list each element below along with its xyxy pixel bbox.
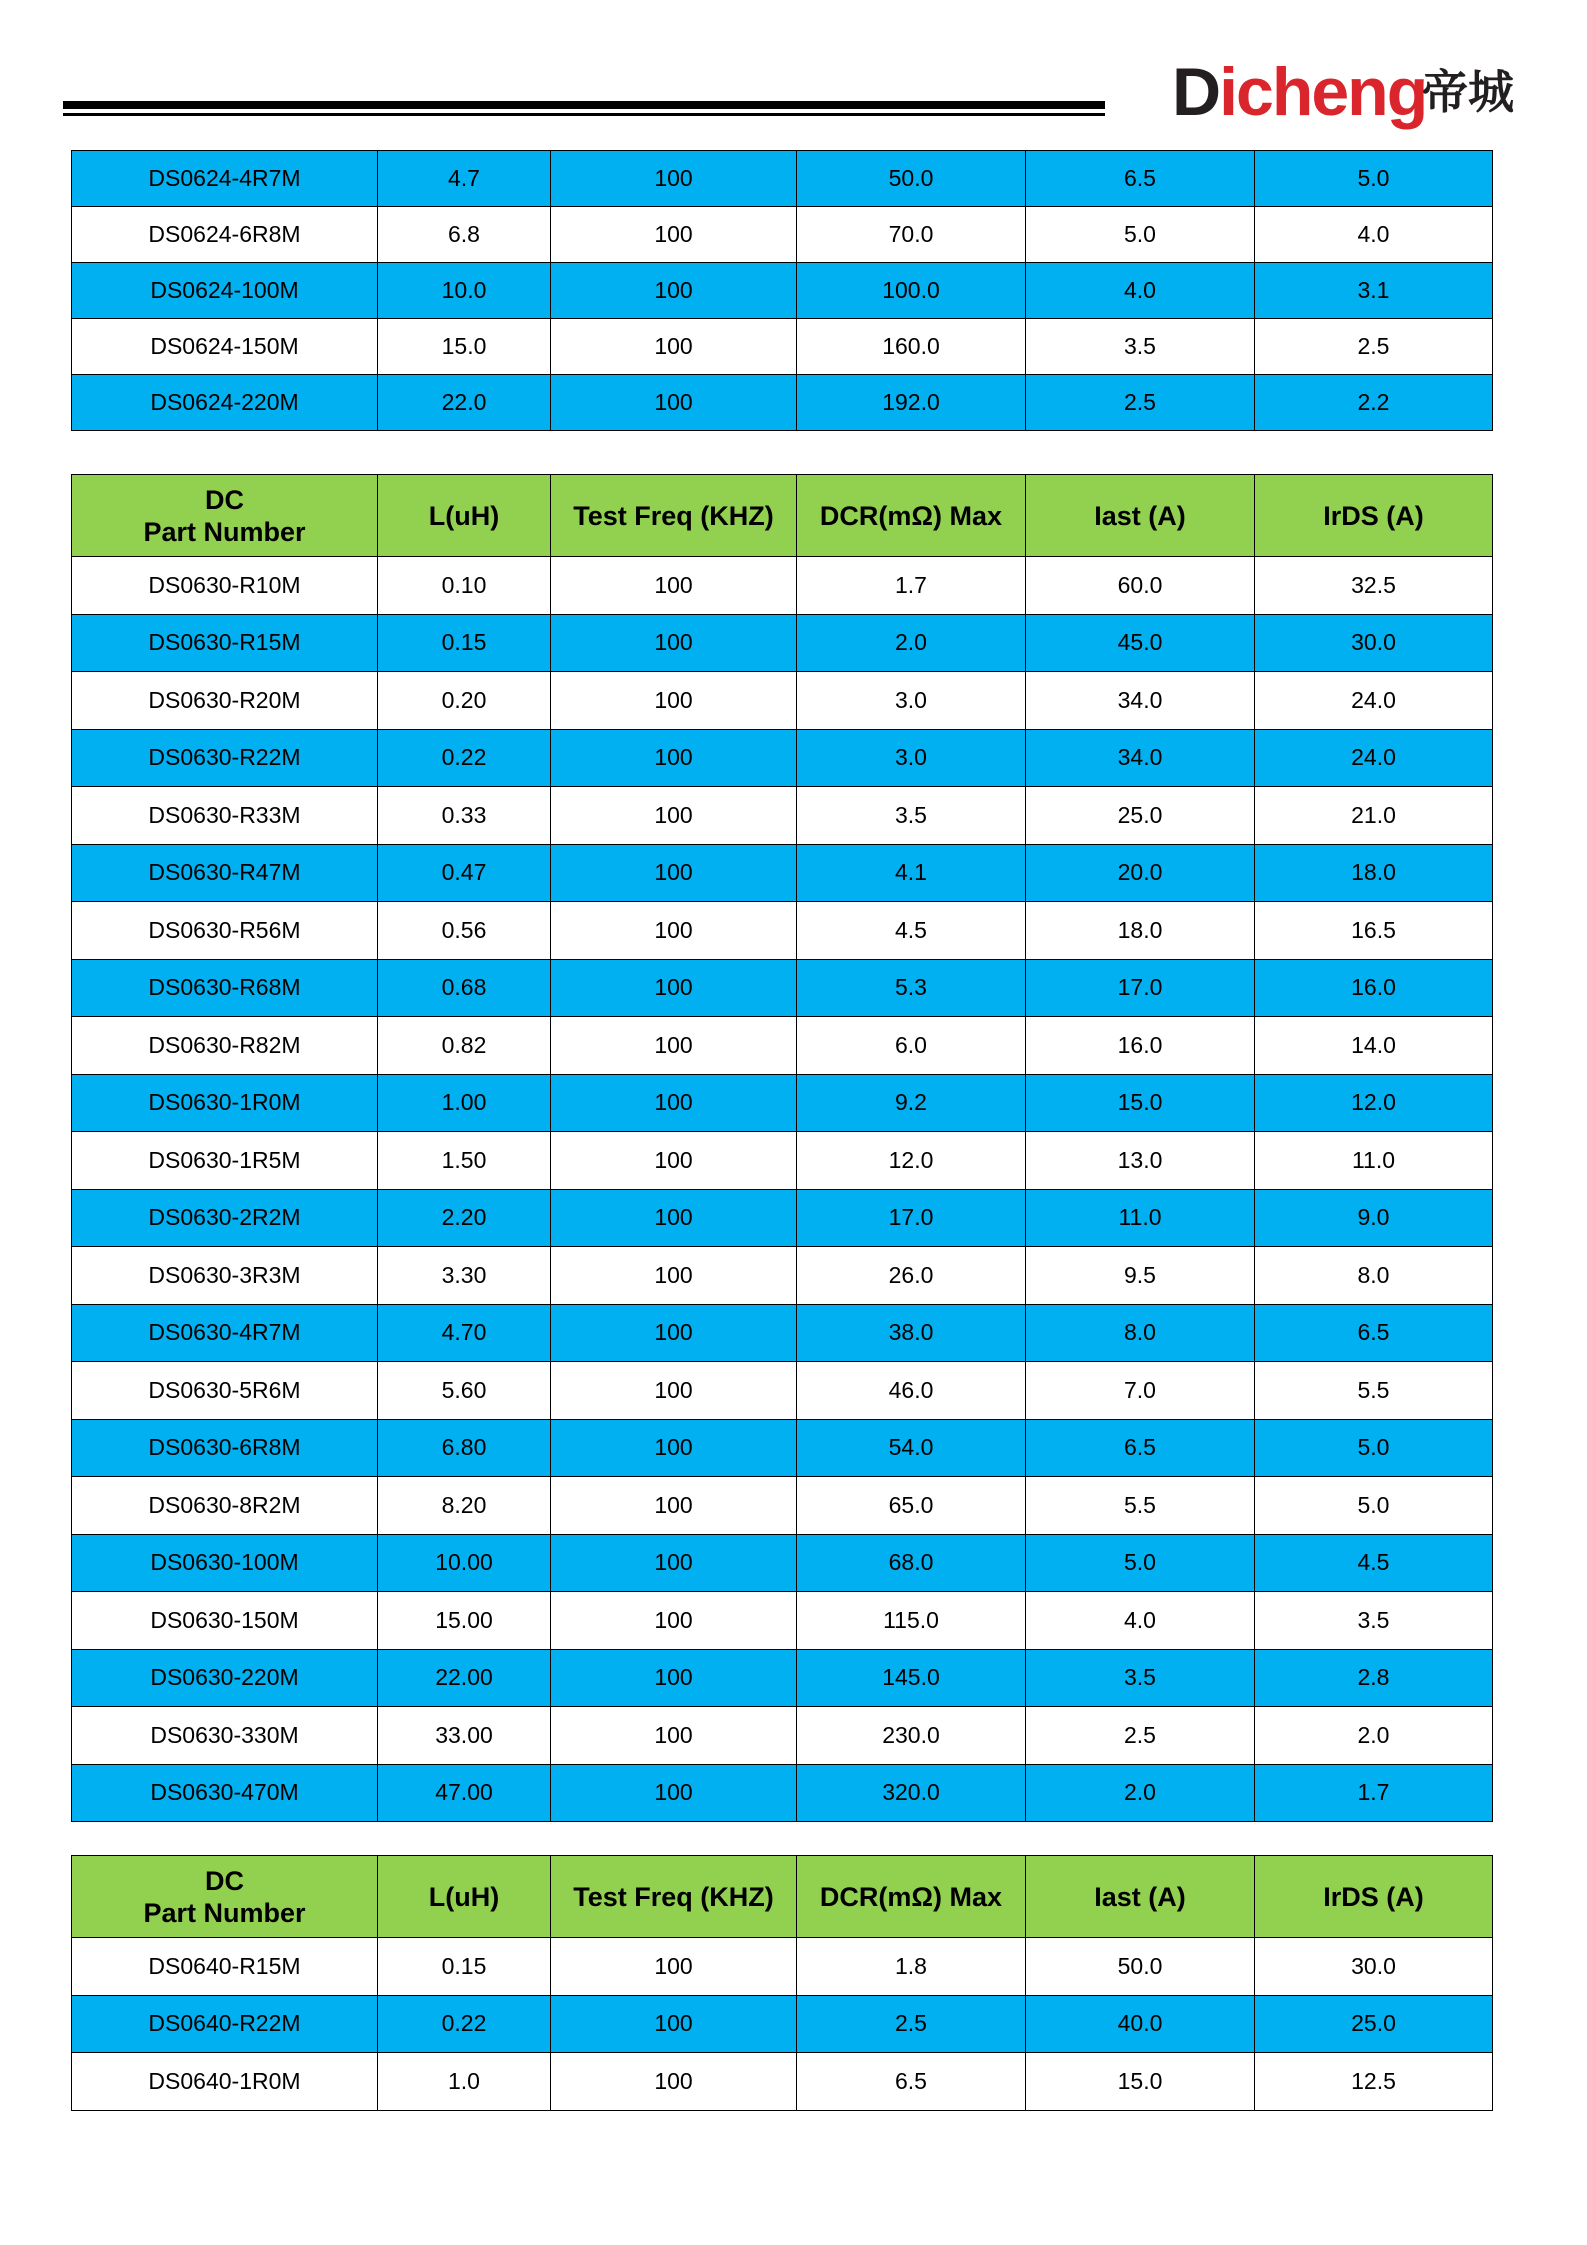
irds-cell: 4.5 xyxy=(1255,1534,1493,1592)
iast-cell: 18.0 xyxy=(1026,902,1255,960)
header-part-number: DC Part Number xyxy=(72,475,378,557)
inductance-cell: 6.8 xyxy=(378,207,551,263)
iast-cell: 5.0 xyxy=(1026,1534,1255,1592)
iast-cell: 4.0 xyxy=(1026,263,1255,319)
test-freq-cell: 100 xyxy=(551,1938,797,1996)
part-number-cell: DS0630-1R5M xyxy=(72,1132,378,1190)
test-freq-cell: 100 xyxy=(551,263,797,319)
test-freq-cell: 100 xyxy=(551,672,797,730)
iast-cell: 3.5 xyxy=(1026,1649,1255,1707)
test-freq-cell: 100 xyxy=(551,1362,797,1420)
part-number-cell: DS0630-150M xyxy=(72,1592,378,1650)
dcr-cell: 3.0 xyxy=(797,672,1026,730)
inductance-cell: 8.20 xyxy=(378,1477,551,1535)
test-freq-cell: 100 xyxy=(551,1649,797,1707)
iast-cell: 6.5 xyxy=(1026,151,1255,207)
header-rule-thin xyxy=(63,113,1105,116)
inductance-cell: 0.82 xyxy=(378,1017,551,1075)
inductance-cell: 5.60 xyxy=(378,1362,551,1420)
dcr-cell: 38.0 xyxy=(797,1304,1026,1362)
iast-cell: 20.0 xyxy=(1026,844,1255,902)
table-row xyxy=(72,1764,1493,1822)
table-row xyxy=(72,1132,1493,1190)
irds-cell: 3.1 xyxy=(1255,263,1493,319)
dicheng-logo xyxy=(1172,52,1530,132)
test-freq-cell: 100 xyxy=(551,375,797,431)
inductance-cell: 10.00 xyxy=(378,1534,551,1592)
inductance-cell: 4.70 xyxy=(378,1304,551,1362)
part-number-cell: DS0630-R15M xyxy=(72,614,378,672)
test-freq-cell: 100 xyxy=(551,1477,797,1535)
irds-cell: 24.0 xyxy=(1255,672,1493,730)
irds-cell: 6.5 xyxy=(1255,1304,1493,1362)
table-header-row xyxy=(72,475,1493,557)
part-number-cell: DS0640-R22M xyxy=(72,1995,378,2053)
dcr-cell: 26.0 xyxy=(797,1247,1026,1305)
test-freq-cell: 100 xyxy=(551,1247,797,1305)
iast-cell: 3.5 xyxy=(1026,319,1255,375)
table-row xyxy=(72,319,1493,375)
table-row xyxy=(72,844,1493,902)
part-number-cell: DS0630-470M xyxy=(72,1764,378,1822)
irds-cell: 3.5 xyxy=(1255,1592,1493,1650)
irds-cell: 12.0 xyxy=(1255,1074,1493,1132)
part-number-cell: DS0640-1R0M xyxy=(72,2053,378,2111)
dcr-cell: 3.5 xyxy=(797,787,1026,845)
part-number-cell: DS0624-100M xyxy=(72,263,378,319)
inductance-cell: 4.7 xyxy=(378,151,551,207)
table-row xyxy=(72,729,1493,787)
dcr-cell: 2.0 xyxy=(797,614,1026,672)
test-freq-cell: 100 xyxy=(551,1304,797,1362)
header-part-number: DC Part Number xyxy=(72,1856,378,1938)
part-number-cell: DS0630-2R2M xyxy=(72,1189,378,1247)
iast-cell: 6.5 xyxy=(1026,1419,1255,1477)
inductance-cell: 0.22 xyxy=(378,729,551,787)
dcr-cell: 3.0 xyxy=(797,729,1026,787)
part-number-cell: DS0630-220M xyxy=(72,1649,378,1707)
inductance-cell: 0.15 xyxy=(378,614,551,672)
table-header-row xyxy=(72,1856,1493,1938)
test-freq-cell: 100 xyxy=(551,1995,797,2053)
test-freq-cell: 100 xyxy=(551,729,797,787)
iast-cell: 25.0 xyxy=(1026,787,1255,845)
header-irds: IrDS (A) xyxy=(1255,475,1493,557)
inductance-cell: 0.20 xyxy=(378,672,551,730)
table-row xyxy=(72,1534,1493,1592)
iast-cell: 45.0 xyxy=(1026,614,1255,672)
irds-cell: 4.0 xyxy=(1255,207,1493,263)
dcr-cell: 100.0 xyxy=(797,263,1026,319)
table-row xyxy=(72,1995,1493,2053)
header-test-freq: Test Freq (KHZ) xyxy=(551,475,797,557)
iast-cell: 5.5 xyxy=(1026,1477,1255,1535)
part-number-cell: DS0630-R47M xyxy=(72,844,378,902)
table-row xyxy=(72,1419,1493,1477)
inductance-cell: 0.56 xyxy=(378,902,551,960)
dcr-cell: 12.0 xyxy=(797,1132,1026,1190)
table-row xyxy=(72,1074,1493,1132)
logo-wordmark xyxy=(1172,52,1426,132)
iast-cell: 16.0 xyxy=(1026,1017,1255,1075)
part-number-cell: DS0630-3R3M xyxy=(72,1247,378,1305)
table-row xyxy=(72,902,1493,960)
inductance-cell: 1.0 xyxy=(378,2053,551,2111)
irds-cell: 14.0 xyxy=(1255,1017,1493,1075)
inductance-cell: 15.00 xyxy=(378,1592,551,1650)
part-number-cell: DS0630-330M xyxy=(72,1707,378,1765)
inductance-cell: 6.80 xyxy=(378,1419,551,1477)
test-freq-cell: 100 xyxy=(551,1592,797,1650)
irds-cell: 21.0 xyxy=(1255,787,1493,845)
table-row xyxy=(72,2053,1493,2111)
table-row xyxy=(72,207,1493,263)
table-row xyxy=(72,1247,1493,1305)
logo-letter-d: D xyxy=(1172,54,1220,130)
irds-cell: 2.8 xyxy=(1255,1649,1493,1707)
table-row xyxy=(72,1592,1493,1650)
spec-table-ds0630 xyxy=(71,474,1493,1822)
irds-cell: 16.0 xyxy=(1255,959,1493,1017)
table-row xyxy=(72,1304,1493,1362)
part-number-cell: DS0624-6R8M xyxy=(72,207,378,263)
table-row xyxy=(72,1362,1493,1420)
irds-cell: 12.5 xyxy=(1255,2053,1493,2111)
table-row xyxy=(72,1189,1493,1247)
table-body xyxy=(72,557,1493,1822)
irds-cell: 11.0 xyxy=(1255,1132,1493,1190)
table-row xyxy=(72,787,1493,845)
part-number-cell: DS0640-R15M xyxy=(72,1938,378,1996)
test-freq-cell: 100 xyxy=(551,319,797,375)
irds-cell: 2.2 xyxy=(1255,375,1493,431)
part-number-cell: DS0630-6R8M xyxy=(72,1419,378,1477)
inductance-cell: 1.00 xyxy=(378,1074,551,1132)
iast-cell: 60.0 xyxy=(1026,557,1255,615)
irds-cell: 18.0 xyxy=(1255,844,1493,902)
iast-cell: 5.0 xyxy=(1026,207,1255,263)
iast-cell: 2.5 xyxy=(1026,375,1255,431)
iast-cell: 2.0 xyxy=(1026,1764,1255,1822)
test-freq-cell: 100 xyxy=(551,557,797,615)
test-freq-cell: 100 xyxy=(551,1707,797,1765)
part-number-cell: DS0630-R56M xyxy=(72,902,378,960)
header-dcr-max: DCR(mΩ) Max xyxy=(797,475,1026,557)
inductance-cell: 10.0 xyxy=(378,263,551,319)
part-number-cell: DS0630-R33M xyxy=(72,787,378,845)
test-freq-cell: 100 xyxy=(551,1419,797,1477)
table-row xyxy=(72,1017,1493,1075)
test-freq-cell: 100 xyxy=(551,1132,797,1190)
inductance-cell: 22.00 xyxy=(378,1649,551,1707)
iast-cell: 34.0 xyxy=(1026,672,1255,730)
part-number-cell: DS0624-150M xyxy=(72,319,378,375)
irds-cell: 24.0 xyxy=(1255,729,1493,787)
header-test-freq: Test Freq (KHZ) xyxy=(551,1856,797,1938)
iast-cell: 34.0 xyxy=(1026,729,1255,787)
inductance-cell: 0.10 xyxy=(378,557,551,615)
inductance-cell: 0.68 xyxy=(378,959,551,1017)
table-row xyxy=(72,1938,1493,1996)
irds-cell: 5.5 xyxy=(1255,1362,1493,1420)
dcr-cell: 230.0 xyxy=(797,1707,1026,1765)
test-freq-cell: 100 xyxy=(551,151,797,207)
table-row xyxy=(72,1477,1493,1535)
test-freq-cell: 100 xyxy=(551,1764,797,1822)
table-row xyxy=(72,1707,1493,1765)
dcr-cell: 1.8 xyxy=(797,1938,1026,1996)
test-freq-cell: 100 xyxy=(551,1189,797,1247)
dcr-cell: 145.0 xyxy=(797,1649,1026,1707)
table-row xyxy=(72,375,1493,431)
part-number-cell: DS0630-R10M xyxy=(72,557,378,615)
irds-cell: 9.0 xyxy=(1255,1189,1493,1247)
irds-cell: 2.0 xyxy=(1255,1707,1493,1765)
test-freq-cell: 100 xyxy=(551,207,797,263)
iast-cell: 40.0 xyxy=(1026,1995,1255,2053)
irds-cell: 30.0 xyxy=(1255,614,1493,672)
irds-cell: 1.7 xyxy=(1255,1764,1493,1822)
test-freq-cell: 100 xyxy=(551,902,797,960)
table-row xyxy=(72,263,1493,319)
dcr-cell: 160.0 xyxy=(797,319,1026,375)
inductance-cell: 0.15 xyxy=(378,1938,551,1996)
dcr-cell: 4.1 xyxy=(797,844,1026,902)
irds-cell: 5.0 xyxy=(1255,1419,1493,1477)
inductance-cell: 22.0 xyxy=(378,375,551,431)
part-number-cell: DS0630-5R6M xyxy=(72,1362,378,1420)
header-dcr-max: DCR(mΩ) Max xyxy=(797,1856,1026,1938)
part-number-cell: DS0630-4R7M xyxy=(72,1304,378,1362)
dcr-cell: 9.2 xyxy=(797,1074,1026,1132)
irds-cell: 2.5 xyxy=(1255,319,1493,375)
iast-cell: 7.0 xyxy=(1026,1362,1255,1420)
irds-cell: 5.0 xyxy=(1255,1477,1493,1535)
irds-cell: 25.0 xyxy=(1255,1995,1493,2053)
inductance-cell: 3.30 xyxy=(378,1247,551,1305)
iast-cell: 13.0 xyxy=(1026,1132,1255,1190)
inductance-cell: 0.47 xyxy=(378,844,551,902)
logo-chinese-name: 帝城 xyxy=(1422,65,1514,119)
test-freq-cell: 100 xyxy=(551,1534,797,1592)
table-row xyxy=(72,151,1493,207)
table-body xyxy=(72,1938,1493,2111)
dcr-cell: 320.0 xyxy=(797,1764,1026,1822)
inductance-cell: 0.33 xyxy=(378,787,551,845)
dcr-cell: 1.7 xyxy=(797,557,1026,615)
dcr-cell: 192.0 xyxy=(797,375,1026,431)
table-row xyxy=(72,672,1493,730)
test-freq-cell: 100 xyxy=(551,1017,797,1075)
part-number-cell: DS0630-R22M xyxy=(72,729,378,787)
inductance-cell: 0.22 xyxy=(378,1995,551,2053)
spec-table-ds0640 xyxy=(71,1855,1493,2111)
iast-cell: 15.0 xyxy=(1026,1074,1255,1132)
dcr-cell: 68.0 xyxy=(797,1534,1026,1592)
table-row xyxy=(72,614,1493,672)
dcr-cell: 17.0 xyxy=(797,1189,1026,1247)
iast-cell: 9.5 xyxy=(1026,1247,1255,1305)
part-number-cell: DS0630-1R0M xyxy=(72,1074,378,1132)
irds-cell: 5.0 xyxy=(1255,151,1493,207)
dcr-cell: 4.5 xyxy=(797,902,1026,960)
part-number-cell: DS0630-100M xyxy=(72,1534,378,1592)
dcr-cell: 70.0 xyxy=(797,207,1026,263)
iast-cell: 8.0 xyxy=(1026,1304,1255,1362)
header-rule-thick xyxy=(63,101,1105,109)
inductance-cell: 1.50 xyxy=(378,1132,551,1190)
iast-cell: 15.0 xyxy=(1026,2053,1255,2111)
test-freq-cell: 100 xyxy=(551,844,797,902)
part-number-cell: DS0630-R20M xyxy=(72,672,378,730)
part-number-cell: DS0630-8R2M xyxy=(72,1477,378,1535)
dcr-cell: 65.0 xyxy=(797,1477,1026,1535)
dcr-cell: 54.0 xyxy=(797,1419,1026,1477)
part-number-cell: DS0624-220M xyxy=(72,375,378,431)
dcr-cell: 2.5 xyxy=(797,1995,1026,2053)
inductance-cell: 15.0 xyxy=(378,319,551,375)
part-number-cell: DS0624-4R7M xyxy=(72,151,378,207)
dcr-cell: 115.0 xyxy=(797,1592,1026,1650)
part-number-cell: DS0630-R68M xyxy=(72,959,378,1017)
inductance-cell: 2.20 xyxy=(378,1189,551,1247)
iast-cell: 17.0 xyxy=(1026,959,1255,1017)
spec-table-ds0624 xyxy=(71,150,1493,431)
test-freq-cell: 100 xyxy=(551,787,797,845)
dcr-cell: 50.0 xyxy=(797,151,1026,207)
header-inductance: L(uH) xyxy=(378,1856,551,1938)
irds-cell: 16.5 xyxy=(1255,902,1493,960)
test-freq-cell: 100 xyxy=(551,1074,797,1132)
table-row xyxy=(72,557,1493,615)
header-iast: Iast (A) xyxy=(1026,1856,1255,1938)
inductance-cell: 47.00 xyxy=(378,1764,551,1822)
test-freq-cell: 100 xyxy=(551,2053,797,2111)
test-freq-cell: 100 xyxy=(551,959,797,1017)
logo-letters-rest: icheng xyxy=(1219,54,1427,130)
iast-cell: 50.0 xyxy=(1026,1938,1255,1996)
irds-cell: 32.5 xyxy=(1255,557,1493,615)
table-body xyxy=(72,151,1493,431)
dcr-cell: 46.0 xyxy=(797,1362,1026,1420)
iast-cell: 4.0 xyxy=(1026,1592,1255,1650)
test-freq-cell: 100 xyxy=(551,614,797,672)
dcr-cell: 5.3 xyxy=(797,959,1026,1017)
header-iast: Iast (A) xyxy=(1026,475,1255,557)
table-row xyxy=(72,1649,1493,1707)
dcr-cell: 6.0 xyxy=(797,1017,1026,1075)
header-irds: IrDS (A) xyxy=(1255,1856,1493,1938)
header-inductance: L(uH) xyxy=(378,475,551,557)
irds-cell: 30.0 xyxy=(1255,1938,1493,1996)
inductance-cell: 33.00 xyxy=(378,1707,551,1765)
iast-cell: 2.5 xyxy=(1026,1707,1255,1765)
table-row xyxy=(72,959,1493,1017)
dcr-cell: 6.5 xyxy=(797,2053,1026,2111)
part-number-cell: DS0630-R82M xyxy=(72,1017,378,1075)
iast-cell: 11.0 xyxy=(1026,1189,1255,1247)
irds-cell: 8.0 xyxy=(1255,1247,1493,1305)
